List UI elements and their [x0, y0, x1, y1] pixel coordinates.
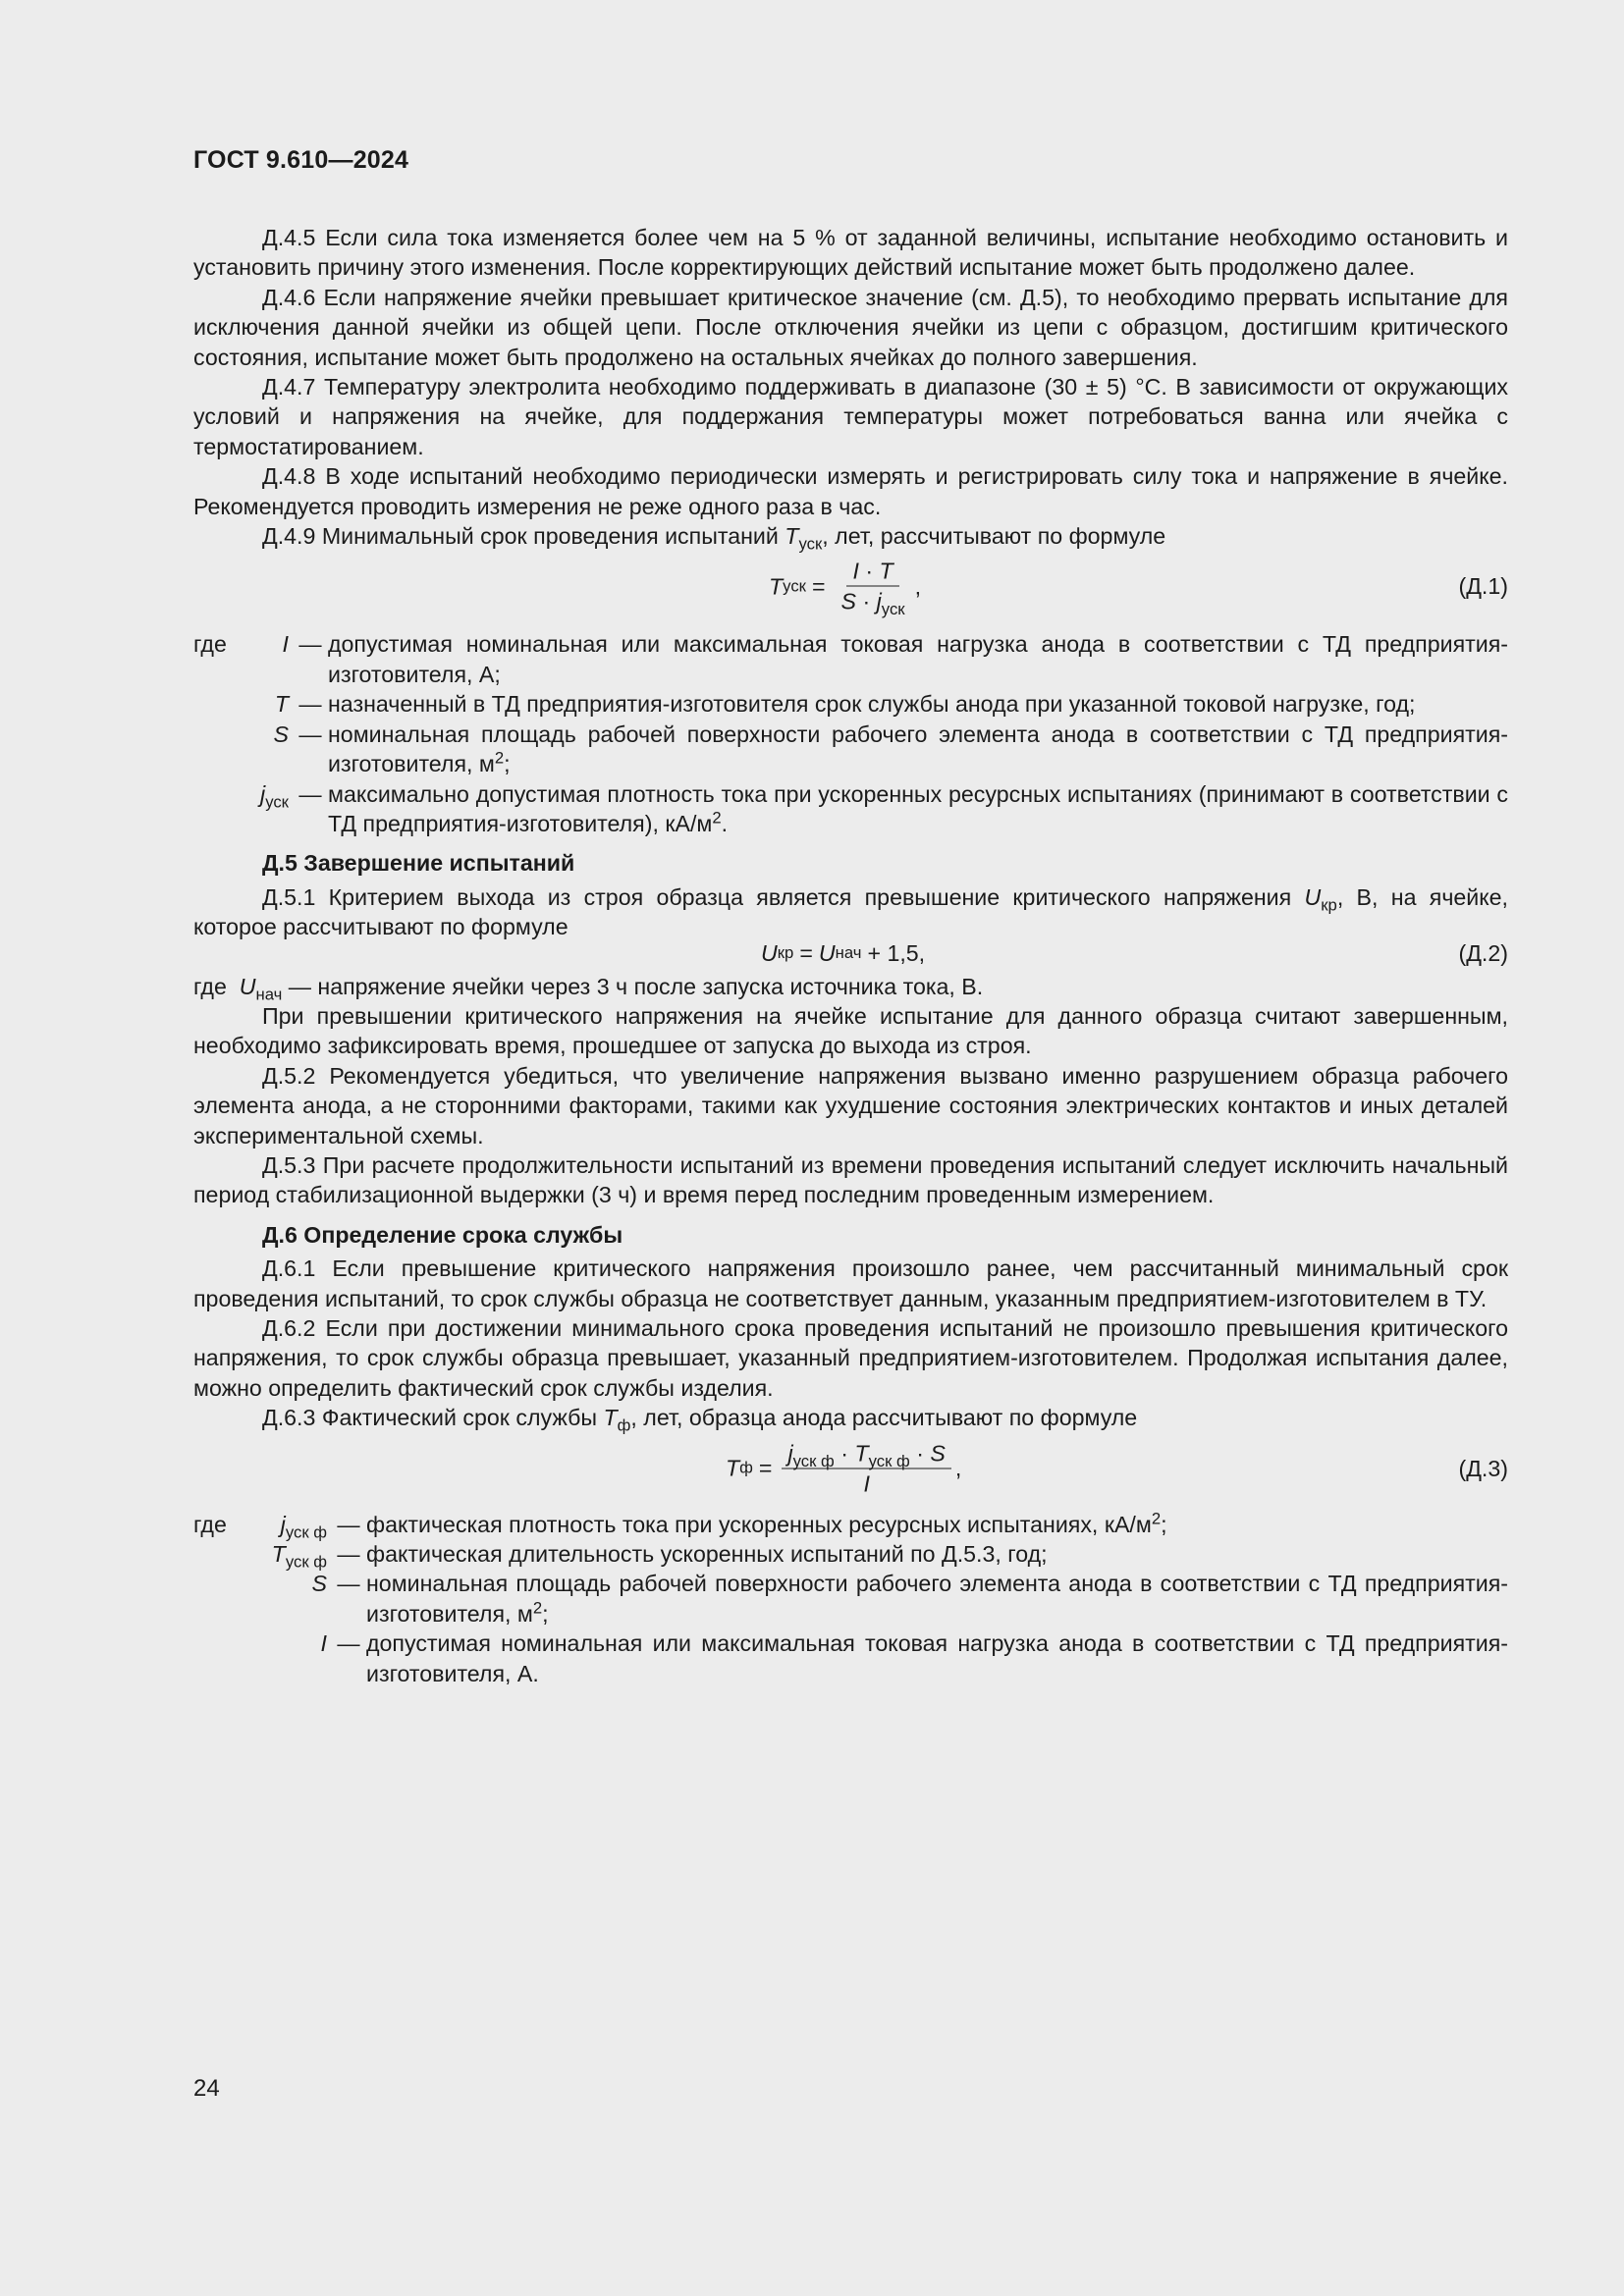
paragraph-d62: Д.6.2 Если при достижении минимального срока проведения испытаний не произошло превышения критического напряжения, то срок службы образца превышает, указанный предприятием-изготовителем. Продолжая испытания далее, можно определить фактический срок службы изделия. [193, 1315, 1508, 1401]
formula-number: (Д.3) [1458, 1455, 1508, 1481]
definitions-list-1: где I — допустимая номинальная или максимальная токовая нагрузка анода в соответствии с ТД предприятия-изготовителя, А; T — назначенный в ТД предприятия-изготовителя срок службы анода при указанной токовой нагрузке, год; S — номинальная площадь рабочей поверхности рабочего элемента анода в соответствии с ТД предприятия-изготовителя, $м^2$; $j_{уск}$ — максимально допустимая плотность тока при ускоренных ресурсных испытаниях (принимают в соответствии с ТД предприятия-изготовителя), $кА/м^2$. [193, 631, 1508, 836]
paragraph-d51: Д.5.1 Критерием выхода из строя образца является превышение критического напряжения $U_{кр}$, В, на ячейке, которое рассчитывают по формуле [193, 883, 1508, 940]
paragraph-d47: Д.4.7 Температуру электролита необходимо поддерживать в диапазоне (30 ± 5) °С. В зависимости от окружающих условий и напряжения на ячейке, для поддержания температуры может потребоваться ванна или ячейка с термостатированием. [193, 374, 1508, 459]
formula-d2: U кр = U нач + 1,5, (Д.2) [193, 934, 1508, 972]
formula-number: (Д.2) [1458, 939, 1508, 966]
paragraph-d53: Д.5.3 При расчете продолжительности испытаний из времени проведения испытаний следует исключить начальный период стабилизационной выдержки (3 ч) и время перед последним проведенным измерением. [193, 1151, 1508, 1208]
paragraph-d61: Д.6.1 Если превышение критического напряжения произошло ранее, чем рассчитанный минимальный срок проведения испытаний, то срок службы образца не соответствует данным, указанным предприятием-изготовителем в ТУ. [193, 1255, 1508, 1311]
paragraph-d51-cont: При превышении критического напряжения на ячейке испытание для данного образца считают завершенным, необходимо зафиксировать время, прошедшее от запуска до выхода из строя. [193, 1002, 1508, 1059]
paragraph-d46: Д.4.6 Если напряжение ячейки превышает критическое значение (см. Д.5), то необходимо прервать испытание для исключения данной ячейки из общей цепи. После отключения ячейки из цепи с образцом, достигшим критического состояния, испытание может быть продолжено на остальных ячейках до полного завершения. [193, 284, 1508, 370]
document-header: ГОСТ 9.610—2024 [193, 146, 409, 174]
where-d2: где $U_{нач}$ — напряжение ячейки через 3 ч после запуска источника тока, В. [193, 973, 984, 1003]
paragraph-d49: Д.4.9 Минимальный срок проведения испытаний $T_{уск}$, лет, рассчитывают по формуле [262, 523, 1166, 554]
paragraph-d45: Д.4.5 Если сила тока изменяется более чем на 5 % от заданной величины, испытание необходимо остановить и установить причину этого изменения. После корректирующих действий испытание может быть продолжено далее. [193, 225, 1508, 281]
paragraph-d52: Д.5.2 Рекомендуется убедиться, что увеличение напряжения вызвано именно разрушением образца рабочего элемента анода, а не сторонними факторами, такими как ухудшение состояния электрических контактов и иных деталей экспериментальной схемы. [193, 1062, 1508, 1148]
formula-d3: T ф = $\frac{j_{уск ф} \cdot T_{уск ф} \cdot S}{I}$ , (Д.3) [726, 1440, 1508, 1497]
paragraph-d63: Д.6.3 Фактический срок службы $T_ф$, лет, образца анода рассчитывают по формуле [262, 1405, 1138, 1435]
definitions-list-2: где $j_{уск ф}$ — фактическая плотность тока при ускоренных ресурсных испытаниях, $кА/м^2$; $T_{уск ф}$ — фактическая длительность ускоренных испытаний по Д.5.3, год; S — номинальная площадь рабочей поверхности рабочего элемента анода в соответствии с ТД предприятия-изготовителя, $м^2$; I — допустимая номинальная или максимальная токовая нагрузка анода в соответствии с ТД предприятия-изготовителя, А. [193, 1509, 1508, 1686]
formula-d1: T уск = $\frac{I \cdot T}{S \cdot j_{уск}}$ , (Д.1) [769, 558, 1508, 619]
heading-d6: Д.6 Определение срока службы [262, 1221, 623, 1248]
heading-d5: Д.5 Завершение испытаний [262, 850, 575, 877]
page-number: 24 [193, 2075, 220, 2102]
document-body [193, 223, 1508, 1688]
paragraph-d48: Д.4.8 В ходе испытаний необходимо периодически измерять и регистрировать силу тока и напряжение в ячейке. Рекомендуется проводить измерения не реже одного раза в час. [193, 463, 1508, 519]
formula-number: (Д.1) [1458, 573, 1508, 600]
